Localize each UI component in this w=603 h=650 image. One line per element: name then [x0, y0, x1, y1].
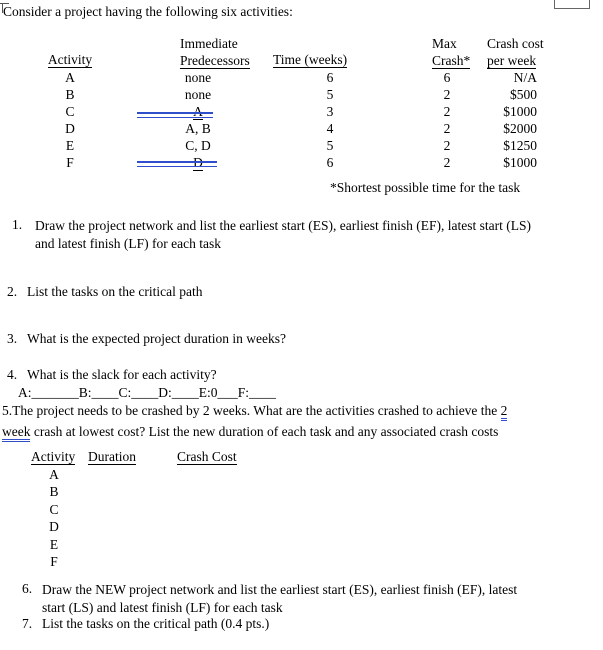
table-cell: C: [65, 104, 75, 119]
activity-column: [30, 69, 110, 171]
blue-double-underline-annotation: [137, 161, 217, 167]
question-2-text: List the tasks on the critical path: [27, 284, 203, 299]
question-7-number: 7.: [22, 616, 33, 631]
question-1-text: Draw the project network and list the earliest start (ES), earliest finish (EF), latest start (LS) and latest finish (LF) for each task: [35, 218, 531, 251]
table-cell: 5: [326, 87, 334, 102]
intro-text: Consider a project having the following six activities:: [3, 4, 293, 19]
table-cell: E: [65, 138, 75, 153]
crash-cost-column: [452, 69, 537, 171]
question-2-number: 2.: [7, 284, 18, 299]
table-cell: 4: [326, 121, 334, 136]
header-label: Max: [432, 36, 457, 51]
table-cell: B: [49, 484, 59, 500]
table-cell: D: [49, 519, 59, 535]
table-cell: 3: [326, 104, 334, 119]
question-6-number: 6.: [22, 581, 33, 596]
table-cell: F: [50, 553, 58, 569]
question-4-answer-blanks: A:_______B:____C:____D:____E:0___F:____: [18, 385, 277, 400]
table-cell: 6: [443, 70, 451, 85]
column-header-crash-cost: [487, 35, 544, 69]
column-header-predecessors: [180, 35, 250, 69]
table-cell: $1000: [503, 155, 537, 170]
question-7-text: List the tasks on the critical path (0.4 pts.): [42, 616, 270, 631]
table-cell: 6: [326, 70, 334, 85]
table-cell: $500: [510, 87, 537, 102]
crash-table-activity-column: [30, 466, 78, 570]
header-label: Crash*: [432, 53, 471, 68]
table-cell: A: [65, 70, 75, 85]
table-cell: 2: [443, 138, 451, 153]
table-cell: 2: [443, 87, 451, 102]
crash-table-header-activity: Activity: [31, 449, 76, 464]
question-4-number: 4.: [7, 367, 18, 382]
question-4-text: What is the slack for each activity?: [27, 367, 217, 382]
table-cell: none: [184, 87, 212, 102]
blue-double-underline-annotation: [137, 112, 213, 118]
table-cell: A, B: [185, 121, 211, 136]
header-label: Activity: [47, 52, 93, 67]
table-cell: D: [65, 121, 75, 136]
table-cell: D: [193, 155, 203, 170]
question-5-line2: week crash at lowest cost? List the new duration of each task and any associated crash costs: [2, 424, 498, 440]
question-3-number: 3.: [7, 331, 18, 346]
question-3-text: What is the expected project duration in weeks?: [27, 331, 287, 346]
table-cell: F: [66, 155, 74, 170]
table-cell: none: [184, 70, 212, 85]
table-cell: C, D: [185, 138, 211, 153]
table-cell: $1000: [503, 104, 537, 119]
table-cell: 2: [443, 104, 451, 119]
table-cell: A: [49, 467, 59, 482]
header-label: Predecessors: [180, 53, 250, 68]
time-column: [300, 69, 360, 171]
question-1-number: 1.: [12, 217, 23, 232]
table-cell: N/A: [513, 70, 537, 85]
header-label: per week: [487, 53, 537, 68]
blue-underlined-text: week: [2, 424, 30, 442]
table-cell: $1250: [503, 138, 537, 153]
question-5-number: 5.: [2, 403, 13, 418]
table-cell: 2: [443, 121, 451, 136]
partial-box-shape: [554, 0, 590, 9]
table-cell: B: [65, 87, 75, 102]
header-label: Immediate: [180, 36, 238, 51]
column-header-activity: [30, 52, 110, 68]
question-5-line1: 5.The project needs to be crashed by 2 weeks. What are the activities crashed to achieve the 2: [2, 403, 507, 419]
question-6-text: Draw the NEW project network and list the earliest start (ES), earliest finish (EF), latest start (LS) and latest finish (LF) for each task: [42, 582, 518, 615]
table-cell: C: [49, 501, 59, 517]
table-cell: 6: [326, 155, 334, 170]
table-cell: 2: [443, 155, 451, 170]
column-header-max-crash: [432, 35, 470, 69]
crash-table-header-crash-cost: Crash Cost: [177, 449, 237, 464]
predecessors-column: [146, 69, 250, 171]
table-cell: E: [49, 536, 59, 552]
header-label: Time (weeks): [273, 52, 348, 67]
header-label: Crash cost: [487, 36, 544, 51]
blue-underlined-text: 2: [501, 403, 508, 421]
table-cell: 5: [326, 138, 334, 153]
crash-table-header-duration: Duration: [88, 449, 136, 464]
table-footnote: *Shortest possible time for the task: [330, 180, 521, 195]
column-header-time: [273, 52, 347, 68]
table-cell: A: [193, 104, 203, 119]
table-cell: $2000: [503, 121, 537, 136]
